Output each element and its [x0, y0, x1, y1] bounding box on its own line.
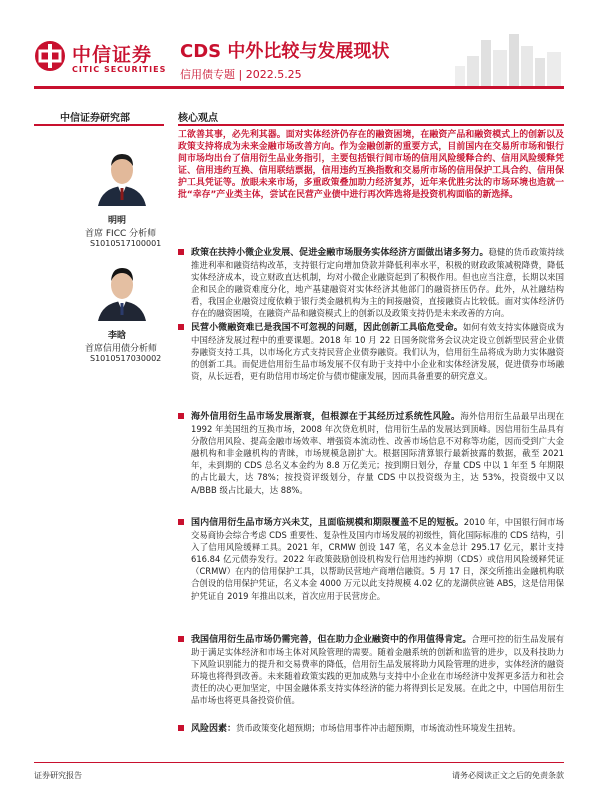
- section-body: 合理可控的衍生品发展有助于满足实体经济和市场主体对风险管理的需要。随着金融系统的创新和监管的进步，以及科技助力下风险识别能力的提升和交易费率的降低，信用衍生品发展将助力风险管理的进步，实体经济的融资环境也将得到改善。未来随着政策实践的更加成熟与支持中小企业在市场经济中发挥更多活力和社会责任的决心更加坚定，中国金融体系支持实体经济的能力将得到长足发展。在此之中，中国信用衍生品市场也将更具备投资价值。: [191, 634, 564, 706]
- square-bullet-icon: [178, 725, 184, 731]
- square-bullet-icon: [178, 636, 184, 642]
- section-body: 2010 年，中国银行间市场交易商协会综合考虑 CDS 重要性、复杂性及国内市场发展的初级性，简化国际标准的 CDS 结构，引入了信用风险缓释工具。2021 年，CRMW 创设 147 笔，名义本金总计 295.17 亿元，累计支持 616.84 亿元债券发行。2022 年政策鼓励创设机构发行信用违约掉期（CDS）或信用风险缓释凭证（CRMW）在内的信用保护工具，以帮助民营地产商增信融资。5 月 17 日，深交所推出金融机构联合创设的信用保护凭证，名义本金 4000 万元以此支持规模 4.02 亿的龙湖供应链 ABS，这是信用保护凭证自 2019 年推出以来，首次应用于民营房企。: [191, 517, 564, 601]
- square-bullet-icon: [178, 519, 184, 525]
- section-body: 稳健的货币政策持续推进利率和融资结构改革，支持银行定向增加贷款并降低利率水平，积极的财政政策减税降费，降低实体经济成本，设立财政直达机制，均对小微企业融资起到了积极作用。但也应当注意，长期以来国企和民企的融资难度分化，地产基建融资对实体经济其他部门的融资挤压仍存。此外，从社融结构看，我国企业融资过度依赖于银行类金融机构为主的间接融资，直接融资占比较低。面对实体经济仍存在的融资困境，在融资产品和融资模式上的创新以及政策支持仍是未来改善的方向。: [191, 247, 564, 319]
- core-rule: [178, 124, 564, 126]
- logo-text-cn: 中信证券: [72, 44, 153, 66]
- logo-text-en: CITIC SECURITIES: [72, 65, 167, 74]
- page-title: CDS 中外比较与发展现状: [180, 41, 390, 62]
- section-heading: 风险因素：: [191, 724, 237, 734]
- section-body: 海外信用衍生品最早出现在 1992 年美国纽约互换市场，2008 年次贷危机时，信用衍生品的发展达到顶峰。因信用衍生品具有分散信用风险、提高金融市场效率、增强资本流动性、改善市场信息不对称等功能，因而受到广大金融机构和非金融机构的青睐，市场规模急剧扩大。根据国际清算银行最新披露的数据，截至 2021 年，未到期的 CDS 总名义本金约为 8.8 万亿美元；按到期日划分，存量 CDS 中以 1 年至 5 年期限的占比最大，达 78%；按投资评级划分，存量 CDS 中以投资级为主，达 53%，投资级中又以 A/BBB 级占比最大，达 88%。: [191, 411, 564, 495]
- analyst-portrait-icon: [96, 259, 148, 321]
- section-heading: 海外信用衍生品市场发展渐衰，但根源在于其经历过系统性风险。: [191, 412, 461, 422]
- analyst-license-id: S1010517030002: [90, 354, 162, 363]
- analyst-name: 明明: [108, 216, 127, 226]
- section-private-sme: [178, 321, 564, 382]
- footer-rule: [34, 762, 564, 763]
- sidebar-rule: [34, 124, 164, 126]
- section-heading: 国内信用衍生品市场方兴未艾，且面临规模和期限覆盖不足的短板。: [191, 518, 464, 528]
- analyst-role: 首席 FICC 分析师: [85, 229, 157, 239]
- header-rule: [34, 86, 564, 89]
- section-outlook: [178, 633, 564, 707]
- square-bullet-icon: [178, 324, 184, 330]
- analyst-portrait-icon: [96, 144, 148, 206]
- section-risk-factors: [178, 722, 564, 735]
- footer-disclaimer: 请务必阅读正文之后的免责条款: [452, 771, 564, 780]
- section-body: 货币政策变化超预期；市场信用事件冲击超预期，市场流动性环境发生扭转。: [236, 723, 521, 733]
- section-domestic-market: [178, 516, 564, 602]
- section-policy: [178, 246, 564, 320]
- section-heading: 民营小微融资难已是我国不可忽视的问题，因此创新工具临危受命。: [191, 323, 463, 333]
- analyst-role: 首席信用债分析师: [85, 344, 158, 354]
- section-heading: 政策在扶持小微企业发展、促进金融市场服务实体经济方面做出诸多努力。: [191, 248, 489, 258]
- section-heading: 我国信用衍生品市场仍需完善，但在助力企业融资中的作用值得肯定。: [191, 635, 472, 645]
- section-overseas-market: [178, 410, 564, 496]
- footer-report-type: 证券研究报告: [34, 771, 82, 780]
- core-view-label: 核心观点: [178, 113, 218, 124]
- square-bullet-icon: [178, 249, 184, 255]
- square-bullet-icon: [178, 413, 184, 419]
- report-subtitle: 信用债专题 | 2022.5.25: [180, 68, 302, 81]
- research-institute-label: 中信证券研究部: [60, 113, 130, 124]
- citic-logo-icon: [34, 40, 66, 72]
- analyst-name: 李晗: [108, 331, 127, 341]
- summary-paragraph: 工欲善其事，必先利其器。面对实体经济仍存在的融资困境，在融资产品和融资模式上的创新以及政策支持将成为未来金融市场改善方向。作为金融创新的重要方式，目前国内在交易所市场和银行间市场均出台了信用衍生品业务指引，主要包括银行间市场的信用风险缓释合约、信用风险缓释凭证、信用违约互换、信用联结票据，信用违约互换指数和交易所市场的信用保护工具合约、信用保护工具凭证等。放眼未来市场，多重政策叠加助力经济复苏，近年来优胜劣汰的市场环境也造就一批“幸存”产业类主体，尝试在民营产业债中进行再次阵选将是投资机构面临的新选择。: [178, 130, 564, 201]
- analyst-license-id: S1010517100001: [90, 239, 162, 248]
- analyst-photo-li: [96, 259, 148, 321]
- analyst-photo-ming: [96, 144, 148, 206]
- city-skyline-decoration: [455, 30, 565, 86]
- section-body: 如何有效支持实体融资成为中国经济发展过程中的重要课题。2018 年 10 月 22 日国务院常务会议决定设立创新型民营企业债券融资支持工具，以市场化方式支持民营企业债券融资。我们认为，信用衍生品将成为助力实体融资的创新工具。而促进信用衍生品市场发展不仅有助于支持中小企业和实体经济发展，促进债券市场融资，从长远看，更有助信用市场定价与债市健康发展，因而具备重要的研究意义。: [191, 322, 564, 382]
